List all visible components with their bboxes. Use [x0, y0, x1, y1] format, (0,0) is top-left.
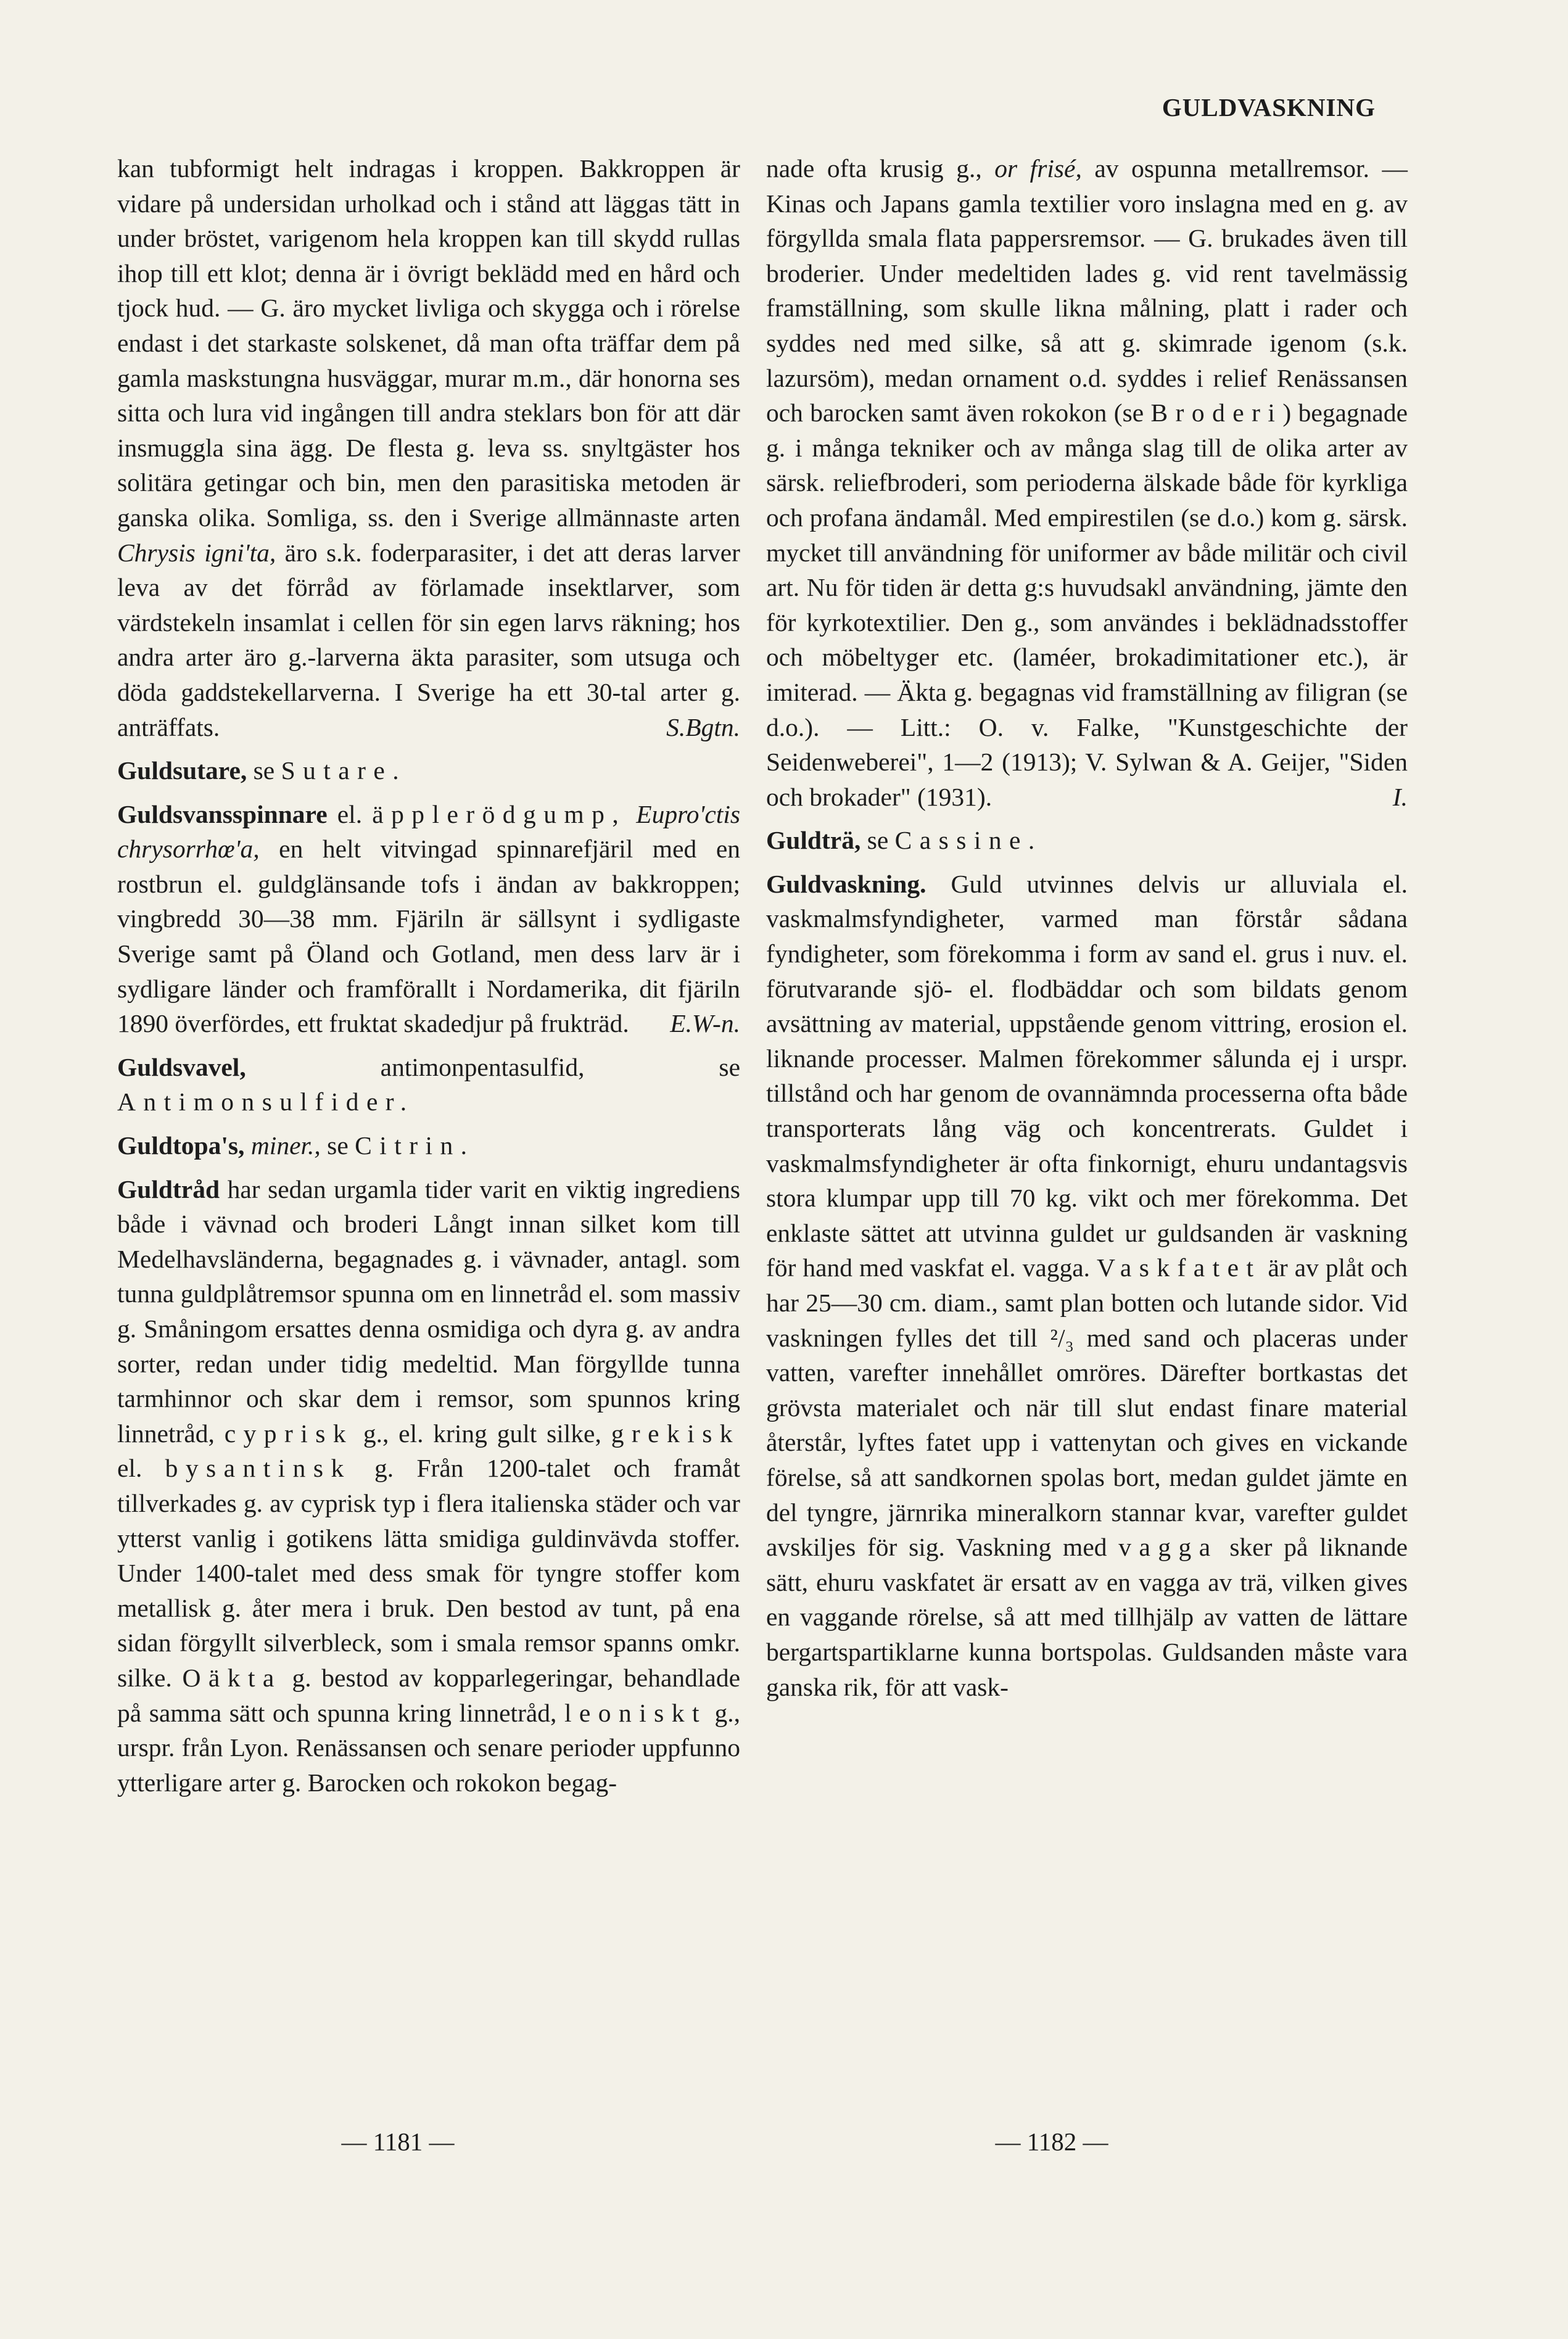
body-text: Guld utvinnes delvis ur alluviala el. vaskmalmsfyndigheter, varmed man förstår sådana fyndigheter, som förekomma i form av sand el. grus i nuv. el. förutvarande sjö- el. flodbäddar och som bildats genom avsättning av material, uppstående genom vittring, erosion el. liknande processer. Malmen förekommer sålunda ej i urspr. tillstånd och har genom de ovannämnda processerna ofta både transporterats lång väg och koncentrerats. Guldet i vaskmalmsfyndigheter är ofta finkornigt, ehuru undantagsvis stora klumpar upp till 70 kg. vikt och mer förekomma. Det enklaste sättet att utvinna guldet ur guldsanden är vaskning för hand med vaskfat el. vagga. — [766, 869, 1408, 1282]
body-text: el. — [117, 1454, 165, 1483]
body-text: se — [860, 826, 895, 855]
entry-guldtopas — [117, 1128, 740, 1163]
entry-headword: Guldsutare, — [117, 756, 247, 785]
body-text: g. Från 1200-talet och framåt tillverkades g. av cyprisk typ i flera italienska städer och var ytterst vanlig i gotikens lätta smidiga guldinvävda stoffer. Under 1400-talet med dess smak för tyngre stoffer kom metallisk g. åter mera i bruk. Den bestod av tunt, på ena sidan förgyllt silverbleck, som i smala remsor spanns omkr. silke. — [117, 1454, 740, 1692]
body-text: g. bestod av kopparlegeringar, behandlade på samma sätt och spunna kring linnetråd, — [117, 1663, 740, 1727]
entry-headword: Guldsvavel, — [117, 1052, 246, 1081]
author-signature: I. — [1392, 782, 1408, 811]
entry-headword: Guldtråd — [117, 1174, 220, 1203]
entry-headword: Guldsvansspinnare — [117, 799, 328, 828]
body-text: kan tubformigt helt indragas i kroppen. Bakkroppen är vidare på undersidan urholkad och i stånd att läggas tätt in under bröstet, varigenom hela kroppen kan till skydd rullas ihop till ett klot; denna är i övrigt beklädd med en hård och tjock hud. — G. äro mycket livliga och skygga och i rörelse endast i det starkaste solskenet, då man ofta träffar dem på gamla maskstungna husväggar, murar m.m., där honorna ses sitta och lura vid ingången till andra steklars bon för att där insmuggla sina ägg. De flesta g. leva ss. snyltgäster hos solitära getingar och bin, men den parasitiska metoden är ganska olika. Somliga, ss. den i Sverige allmännaste arten — [117, 154, 740, 532]
author-signature: E.W-n. — [670, 1009, 740, 1038]
species-name: Eupro'ctis chrysorrhœ'a, — [117, 799, 740, 864]
cross-reference: Antimonsulfider. — [117, 1087, 415, 1116]
spaced-term: leoniskt — [564, 1698, 707, 1727]
right-column — [766, 151, 1408, 1704]
cross-reference: Citrin. — [355, 1131, 475, 1160]
body-text: nade ofta krusig g., — [766, 154, 995, 183]
body-text: sker på liknande sätt, ehuru vaskfatet är ersatt av en vagga av trä, vilken gives en vaggande rörelse, så att med tillhjälp av vatten de lättare bergartspartiklarne kunna bortspolas. Guldsanden måste vara ganska rik, för att vask- — [766, 1533, 1408, 1701]
species-name: Chrysis igni'ta, — [117, 538, 276, 567]
spaced-term: bysantinsk — [165, 1454, 352, 1483]
body-text: har sedan urgamla tider varit en viktig ingrediens både i vävnad och broderi Långt innan silket kom till Medelhavsländerna, begagnades g. i vävnader, antagl. som tunna guldplåtremsor spunna om en linnetråd el. som massiv g. Småningom ersattes denna osmidiga och dyra g. av andra sorter, redan under tidig medeltid. Man förgyllde tunna tarmhinnor och skar dem i remsor, som spunnos kring linnetråd, — [117, 1174, 740, 1448]
entry-guldvaskning — [766, 867, 1408, 1704]
body-text: antimonpentasulfid, se — [246, 1052, 740, 1081]
body-text: el. — [327, 799, 373, 828]
alternate-name: äpplerödgump, — [372, 799, 627, 828]
field-abbreviation: miner., — [250, 1131, 321, 1160]
page-number-left: — 1181 — — [341, 2127, 455, 2156]
foreign-term: or frisé, — [994, 154, 1082, 183]
body-text: se — [320, 1131, 355, 1160]
left-column — [117, 151, 740, 1800]
cross-reference: Cassine. — [894, 826, 1042, 855]
entry-headword: Guldträ, — [766, 826, 861, 855]
body-text: g., urspr. från Lyon. Renässansen och senare perioder uppfunno ytterligare arter g. Barocken och rokokon begag- — [117, 1698, 740, 1797]
running-head: GULDVASKNING — [1162, 93, 1376, 122]
entry-guldtra — [766, 823, 1408, 858]
body-text: g., el. kring gult silke, — [353, 1419, 611, 1448]
body-text: se — [247, 756, 281, 785]
body-text: ) begagnade g. i många tekniker och av många slag till de olika arter av särsk. reliefbroderi, som perioderna älskade både för kyrkliga och profana ändamål. Med empirestilen (se d.o.) kom g. särsk. mycket till användning för uniformer av både militär och civil art. Nu för tiden är detta g:s huvudsakl användning, jämte den för kyrkotextilier. Den g., som användes i beklädnadsstoffer och möbeltyger etc. (laméer, brokadimitationer etc.), är imiterad. — Äkta g. begagnas vid framställning av filigran (se d.o.). — Litt.: O. v. Falke, "Kunstgeschichte der Seidenweberei", 1—2 (1913); V. Sylwan & A. Geijer, "Siden och brokader" (1931). — [766, 398, 1408, 811]
spaced-term: grekisk — [611, 1419, 741, 1448]
body-text: äro s.k. foderparasiter, i det att deras larver leva av det förråd av förlamade insektlarver, som värdstekeln insamlat i cellen för sin egen larvs räkning; hos andra arter äro g.-larverna äkta parasiter, som utsuga och döda gaddstekellarverna. I Sverige ha ett 30-tal arter g. anträffats. — [117, 538, 740, 741]
body-text: är av plåt och har 25—30 cm. diam., samt plan botten och lutande sidor. Vid vaskningen fylles det till ²/₃ med sand och placeras under vatten, varefter innehållet omröres. Därefter bortkastas det grövsta materialet och när till slut endast finare material återstår, lyftes fatet upp i vattenytan och gives en vickande förelse, så att sandkornen spolas bort, medan guldet jämte en del tyngre, järnrika mineralkorn stannar kvar, varefter guldet avskiljes för sig. Vaskning med — [766, 1253, 1408, 1562]
author-signature: S.Bgtn. — [666, 712, 740, 741]
entry-guldstekel-continuation — [117, 151, 740, 745]
spaced-term: Vaskfatet — [1097, 1253, 1261, 1282]
entry-headword: Guldvaskning. — [766, 869, 926, 898]
entry-guldsvavel — [117, 1050, 740, 1120]
spaced-term: cyprisk — [224, 1419, 354, 1448]
cross-reference: Broderi — [1150, 398, 1283, 427]
entry-guldsvansspinnare — [117, 797, 740, 1041]
spaced-term: vagga — [1118, 1533, 1218, 1562]
entry-headword: Guldtopa's, — [117, 1131, 245, 1160]
page-number-right: — 1182 — — [995, 2127, 1108, 2156]
entry-guldsutare — [117, 753, 740, 788]
body-text: en helt vitvingad spinnarefjäril med en rostbrun el. guldglänsande tofs i ändan av bakkroppen; vingbredd 30—38 mm. Fjäriln är sällsynt i sydligaste Sverige samt på Öland och Gotland, men dess larv är i sydligare länder och framförallt i Nordamerika, dit fjäriln 1890 överfördes, ett fruktat skadedjur på frukträd. — [117, 835, 740, 1038]
spaced-term: Oäkta — [182, 1663, 282, 1692]
body-text: av ospunna metallremsor. — Kinas och Japans gamla textilier voro inslagna med en g. av förgyllda smala flata pappersremsor. — G. brukades även till broderier. Under medeltiden lades g. vid rent tavelmässig framställning, som skulle likna målning, platt i rader och syddes ned med silke, så att g. skimrade igenom (s.k. lazursöm), medan ornament o.d. syddes i relief Renässansen och barocken samt även rokokon (se — [766, 154, 1408, 427]
entry-guldtrad-continuation — [766, 151, 1408, 814]
entry-guldtrad — [117, 1172, 740, 1801]
cross-reference: Sutare. — [281, 756, 407, 785]
